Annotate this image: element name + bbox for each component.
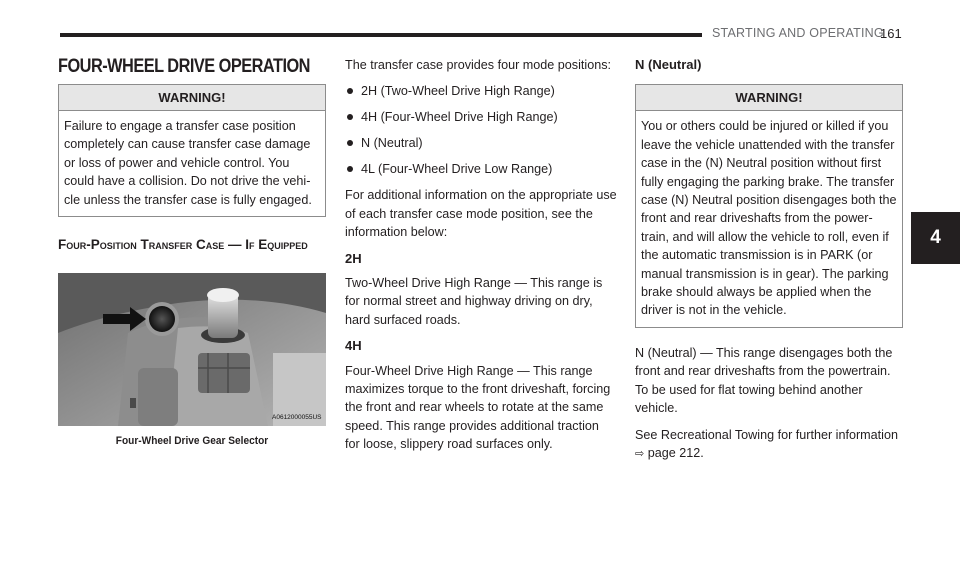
warning-text: You or others could be injured or killed if you leave the vehicle unattended with the transfer case in the (N) Neutral position without first fully engaging the parking brake. The transfer case (N) Neutral position disengages both the front and rear driveshafts from the power-train, and will allow the vehicle to roll, even if the automatic transmission is in PARK (or manual transmission is in gear). The parking brake should always be applied when the driver is not in the vehicle.: [641, 119, 897, 318]
gear-selector-photo: [58, 273, 326, 426]
warning-box: [635, 84, 903, 327]
list-item: N (Neutral): [345, 134, 617, 152]
paragraph-4h: Four-Wheel Drive High Range — This range maximizes torque to the front driveshaft, forcing the front and rear wheels to rotate at the same speed. This range provides additional traction for loose, slippery road surfaces only.: [345, 363, 611, 452]
neutral-paragraph: N (Neutral) — This range disengages both the front and rear driveshafts from the powertrain. To be used for flat towing behind another vehicle.: [635, 345, 893, 416]
section-title: FOUR-WHEEL DRIVE OPERATION: [58, 56, 310, 77]
heading-neutral: N (Neutral): [635, 57, 702, 72]
heading-4h: 4H: [345, 338, 362, 354]
list-item: 4L (Four-Wheel Drive Low Range): [345, 160, 617, 178]
warning-heading: WARNING!: [59, 85, 325, 111]
list-item: 2H (Two-Wheel Drive High Range): [345, 82, 617, 100]
page-number: 161: [880, 26, 902, 41]
warning-box: [58, 84, 326, 217]
page-reference-link[interactable]: page 212.: [647, 445, 704, 460]
paragraph-2h: Two-Wheel Drive High Range — This range is for normal street and highway driving on dry, hard surfaced roads.: [345, 276, 603, 327]
heading-2h: 2H: [345, 250, 362, 266]
running-header-title: STARTING AND OPERATING: [712, 26, 884, 40]
additional-info-paragraph: For additional information on the appropriate use of each transfer case mode position, see the information below:: [345, 188, 617, 240]
middle-column: [345, 56, 617, 462]
mode-list: [345, 82, 617, 178]
intro-paragraph: The transfer case provides four mode positions:: [345, 58, 611, 72]
page-reference-arrow-icon: ⇨: [635, 447, 645, 460]
subsection-title: Four-Position Transfer Case — If Equipped: [58, 237, 308, 253]
see-towing-text: See Recreational Towing for further information: [635, 427, 898, 442]
warning-heading: WARNING!: [636, 85, 902, 111]
figure-caption: Four-Wheel Drive Gear Selector: [115, 435, 269, 448]
right-column: [635, 56, 903, 471]
left-column: [58, 56, 326, 450]
list-item: 4H (Four-Wheel Drive High Range): [345, 108, 617, 126]
figure-code: A0612000055US: [272, 414, 322, 422]
chapter-tab[interactable]: 4: [911, 212, 960, 264]
header-rule: [60, 33, 702, 37]
see-towing-paragraph: [635, 426, 903, 464]
warning-text: Failure to engage a transfer case position completely can cause transfer case damage or loss of power and vehicle control. You could have a collision. Do not drive the vehi-cle unless the transfer case is fully engaged.: [64, 119, 312, 207]
